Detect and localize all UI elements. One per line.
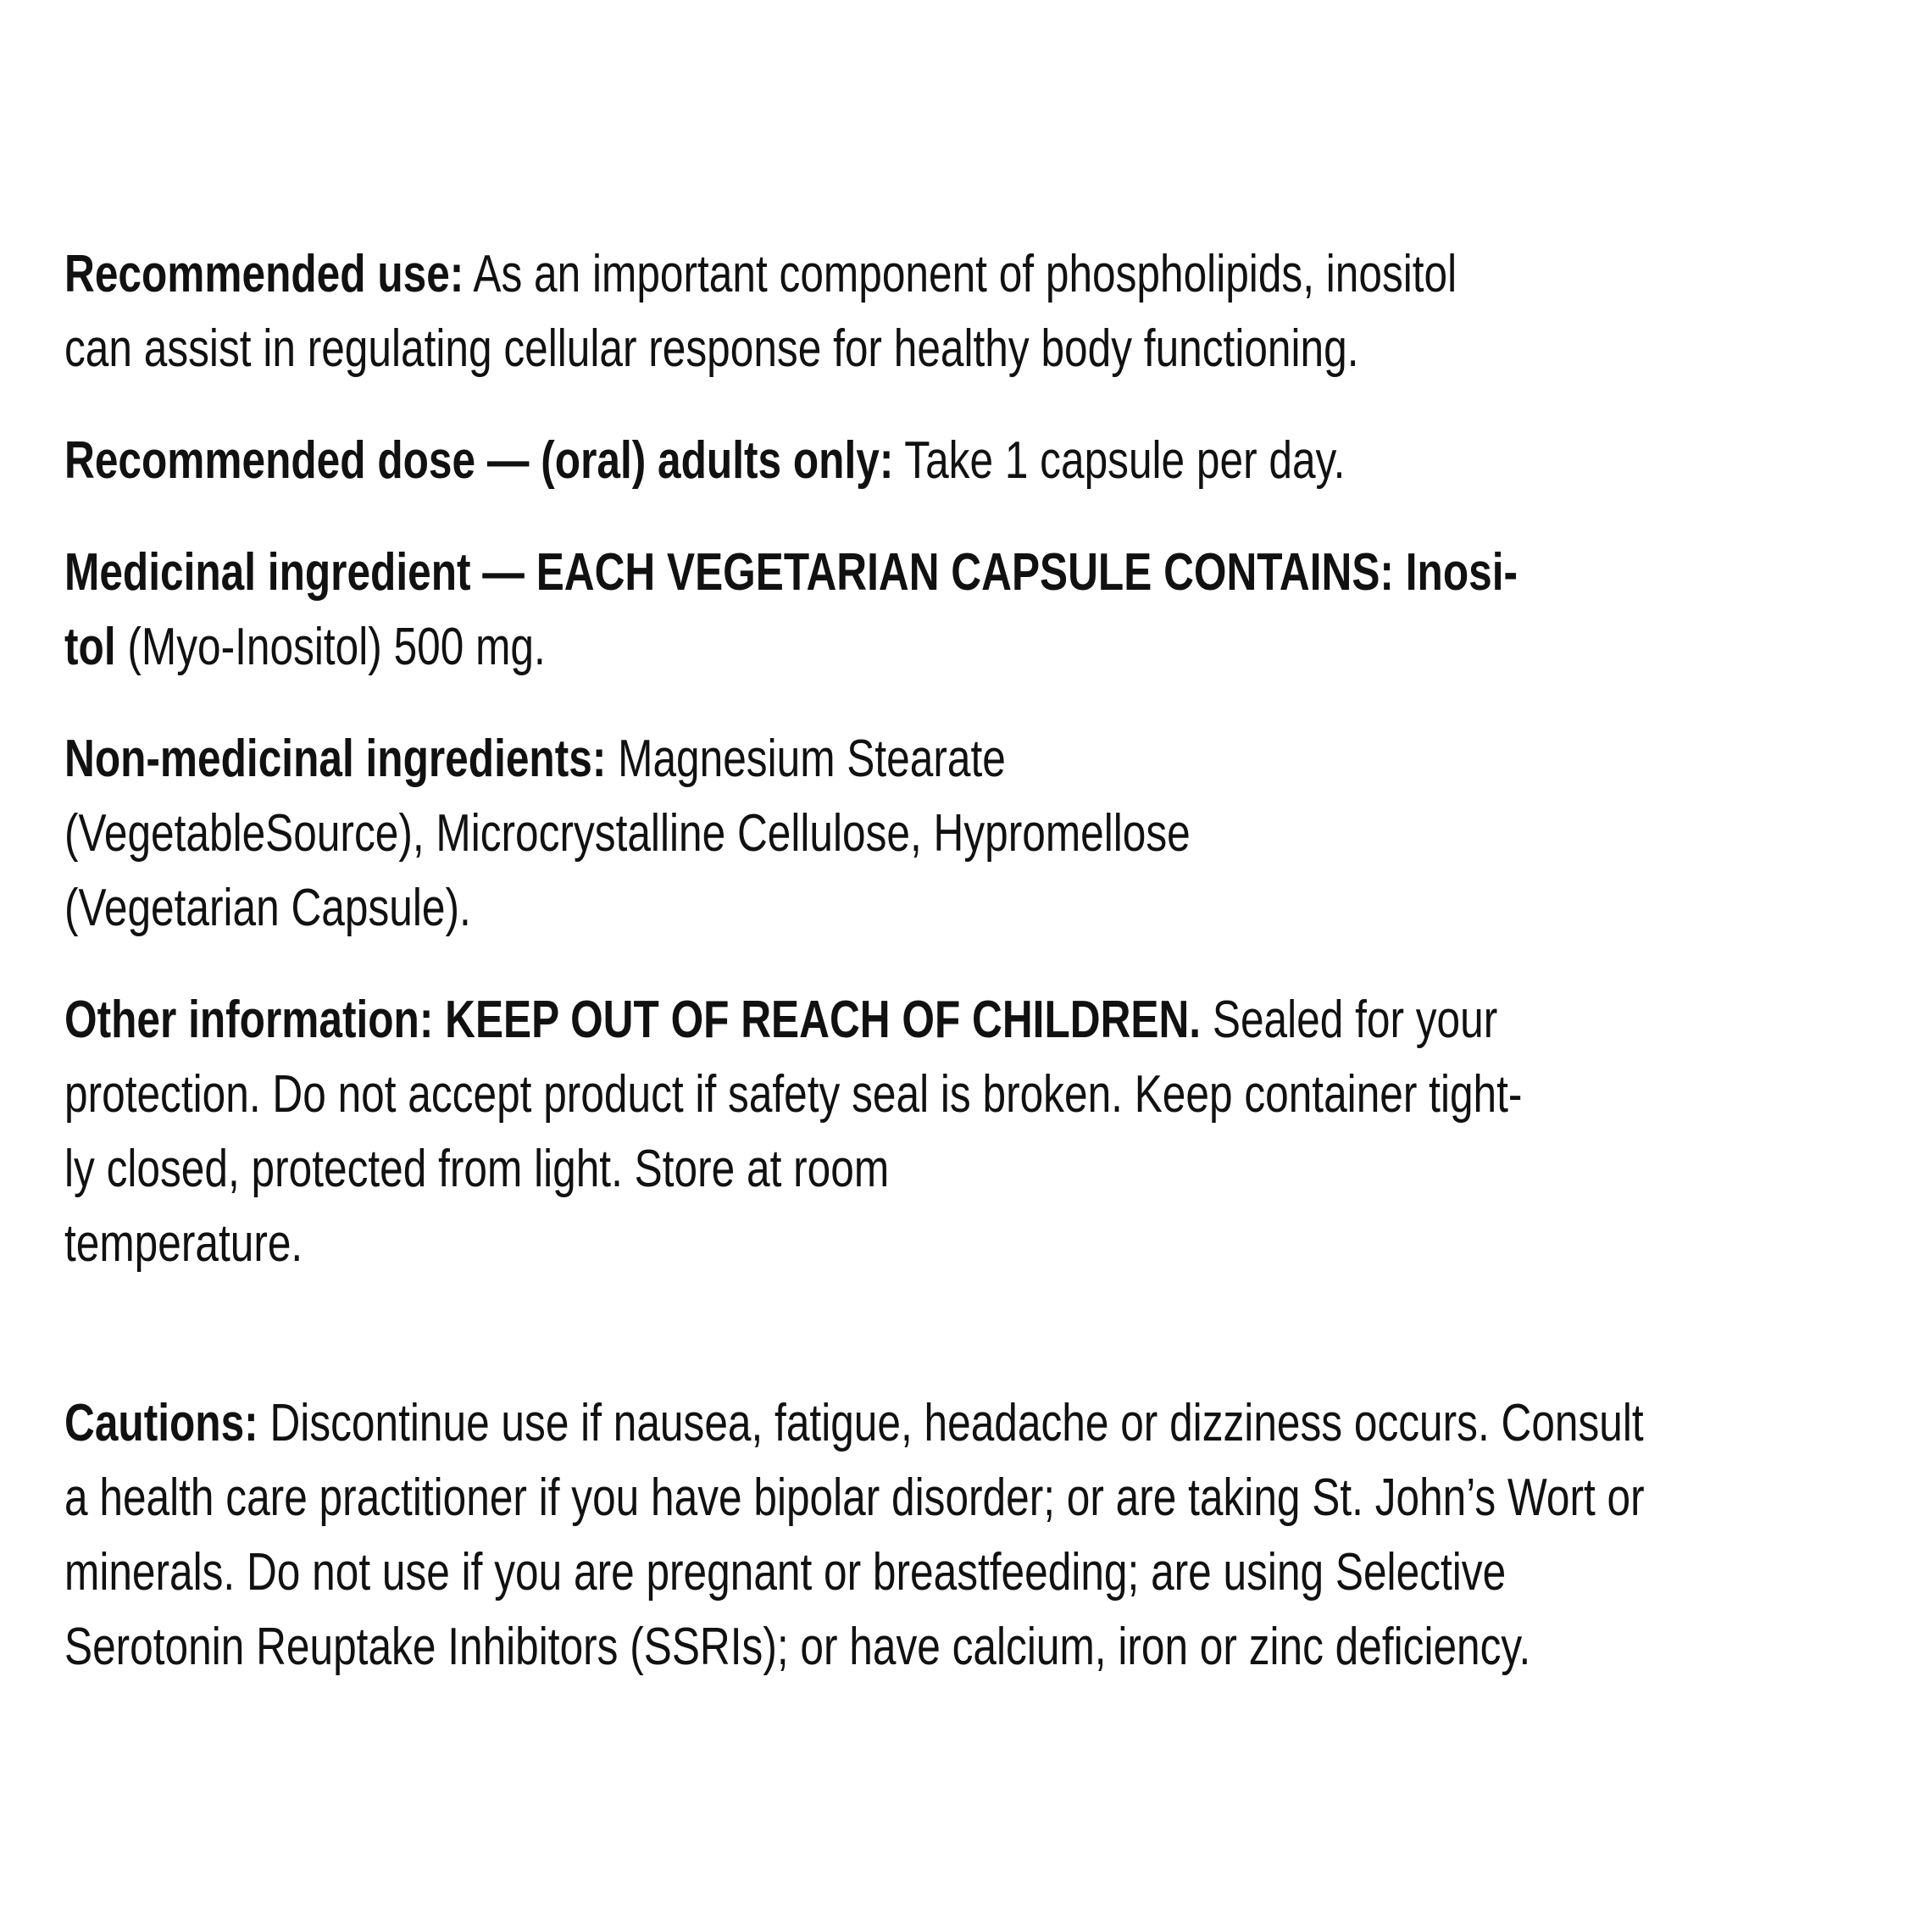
medicinal-ingredient-name-part-2: tol [64,618,116,676]
non-medicinal-ingredients-paragraph [64,722,1515,946]
cautions-paragraph [64,1386,1645,1685]
other-information-heading: Other information: [64,991,434,1049]
medicinal-ingredient-name-part-1: Inosi- [1405,543,1518,602]
non-medicinal-line-2: (VegetableSource), Microcrystalline Cellulose, Hypromellose [64,804,1191,863]
non-medicinal-line-3: (Vegetarian Capsule). [64,879,471,937]
other-information-line-4: temperature. [64,1214,303,1273]
other-information-line-1: Sealed for your [1212,991,1498,1049]
non-medicinal-line-1: Magnesium Stearate [618,730,1006,788]
medicinal-ingredient-heading: Medicinal ingredient — EACH VEGETARIAN CAPSULE CONTAINS: [64,543,1394,602]
cautions-heading: Cautions: [64,1394,258,1452]
other-information-paragraph [64,983,1523,1281]
recommended-dose-paragraph [64,424,1515,498]
other-information-line-3: ly closed, protected from light. Store at room [64,1140,890,1198]
cautions-line-1: Discontinue use if nausea, fatigue, headache or dizziness occurs. Consult [269,1394,1644,1452]
cautions-line-3: minerals. Do not use if you are pregnant or breastfeeding; are using Selective [64,1543,1507,1602]
medicinal-ingredient-detail: (Myo-Inositol) 500 mg. [127,618,546,676]
recommended-use-paragraph [64,237,1515,386]
cautions-line-2: a health care practitioner if you have bipolar disorder; or are taking St. John’s Wort or [64,1468,1645,1527]
recommended-use-line-2: can assist in regulating cellular response for healthy body functioning. [64,319,1359,378]
keep-out-of-reach-warning: KEEP OUT OF REACH OF CHILDREN. [445,991,1202,1049]
label-text-block [64,237,1645,1685]
recommended-use-line-1: As an important component of phospholipids, inositol [473,245,1457,303]
recommended-dose-heading: Recommended dose — (oral) adults only: [64,431,894,490]
recommended-dose-text: Take 1 capsule per day. [904,431,1346,490]
other-information-line-2: protection. Do not accept product if safety seal is broken. Keep container tight- [64,1065,1523,1124]
recommended-use-heading: Recommended use: [64,245,464,303]
non-medicinal-ingredients-heading: Non-medicinal ingredients: [64,730,607,788]
medicinal-ingredient-paragraph [64,536,1518,685]
cautions-line-4: Serotonin Reuptake Inhibitors (SSRIs); or have calcium, iron or zinc deficiency. [64,1618,1531,1676]
